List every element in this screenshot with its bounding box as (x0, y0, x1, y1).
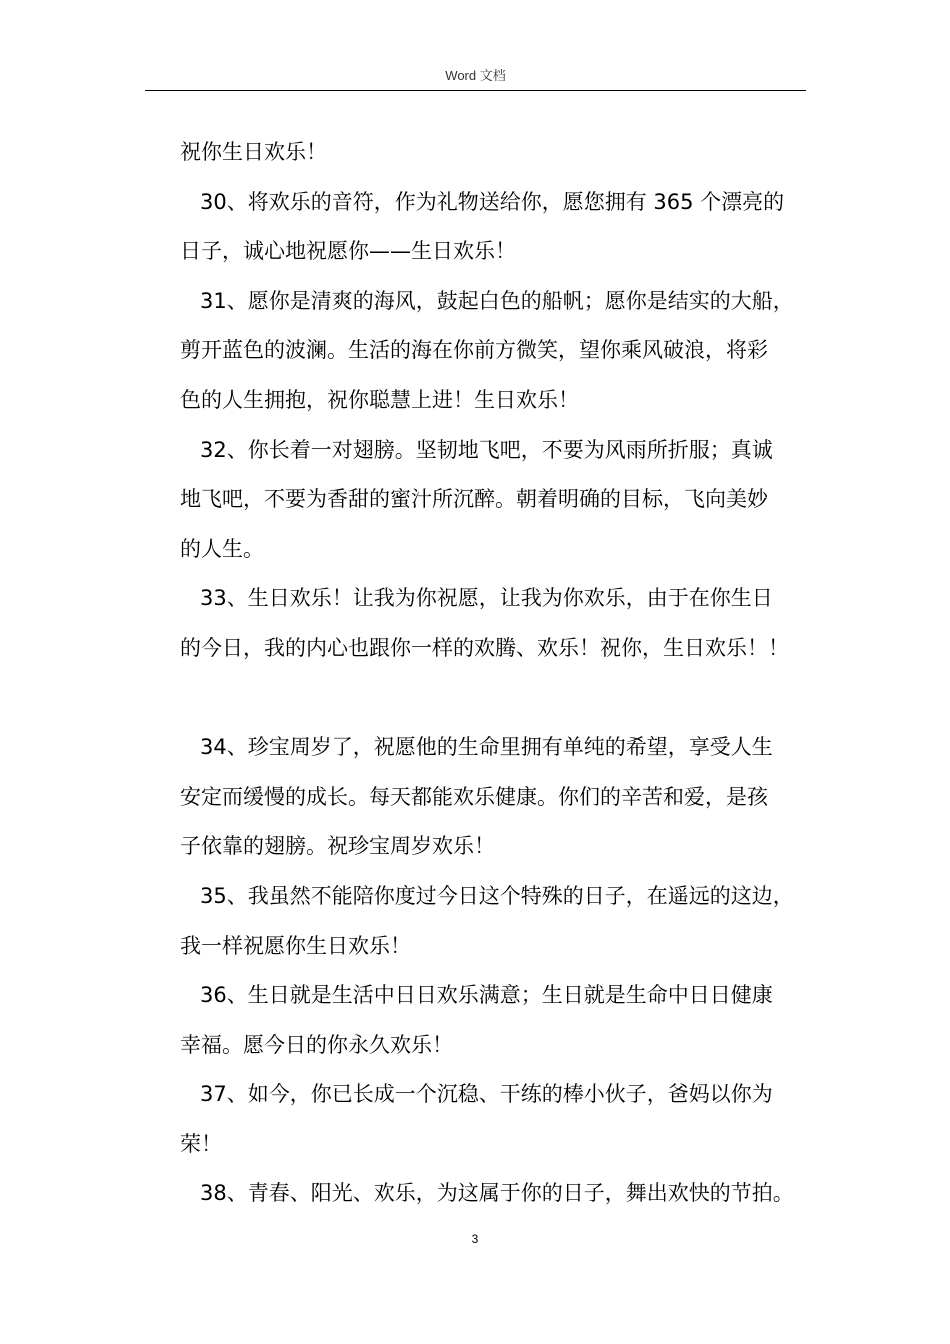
body-line: 我一样祝愿你生日欢乐！ (180, 933, 411, 958)
body-line: 子依靠的翅膀。祝珍宝周岁欢乐！ (180, 834, 495, 859)
body-line: 37、如今，你已长成一个沉稳、干练的棒小伙子，爸妈以你为 (200, 1082, 773, 1107)
page-number: 3 (471, 1232, 479, 1246)
body-line: 31、愿你是清爽的海风，鼓起白色的船帆；愿你是结实的大船， (200, 288, 794, 313)
body-line: 剪开蓝色的波澜。生活的海在你前方微笑，望你乘风破浪，将彩 (180, 338, 768, 363)
body-line: 色的人生拥抱，祝你聪慧上进！生日欢乐！ (180, 387, 579, 412)
body-line: 的今日，我的内心也跟你一样的欢腾、欢乐！祝你，生日欢乐！！ (180, 635, 789, 660)
body-line: 的人生。 (180, 536, 264, 561)
header-title: Word 文档 (445, 68, 506, 83)
blank-line (180, 674, 816, 724)
body-line: 荣！ (180, 1131, 222, 1156)
document-body (180, 128, 816, 1219)
page-footer (0, 1232, 950, 1246)
body-line: 35、我虽然不能陪你度过今日这个特殊的日子，在遥远的这边， (200, 883, 794, 908)
body-line: 祝你生日欢乐！ (180, 140, 327, 164)
body-line: 32、你长着一对翅膀。坚韧地飞吧，不要为风雨所折服；真诚 (200, 437, 773, 462)
body-line: 33、生日欢乐！让我为你祝愿，让我为你欢乐，由于在你生日 (200, 586, 773, 611)
body-line: 安定而缓慢的成长。每天都能欢乐健康。你们的辛苦和爱，是孩 (180, 784, 768, 809)
body-line: 36、生日就是生活中日日欢乐满意；生日就是生命中日日健康 (200, 983, 773, 1008)
body-line: 日子，诚心地祝愿你——生日欢乐！ (180, 239, 516, 264)
body-line: 38、青春、阳光、欢乐，为这属于你的日子，舞出欢快的节拍。 (200, 1181, 794, 1206)
body-line: 幸福。愿今日的你永久欢乐！ (180, 1032, 453, 1057)
page-header (145, 68, 806, 91)
body-line: 地飞吧，不要为香甜的蜜汁所沉醉。朝着明确的目标，飞向美妙 (180, 487, 768, 512)
body-line: 30、将欢乐的音符，作为礼物送给你，愿您拥有 365 个漂亮的 (200, 189, 785, 214)
body-line: 34、珍宝周岁了，祝愿他的生命里拥有单纯的希望，享受人生 (200, 735, 773, 760)
